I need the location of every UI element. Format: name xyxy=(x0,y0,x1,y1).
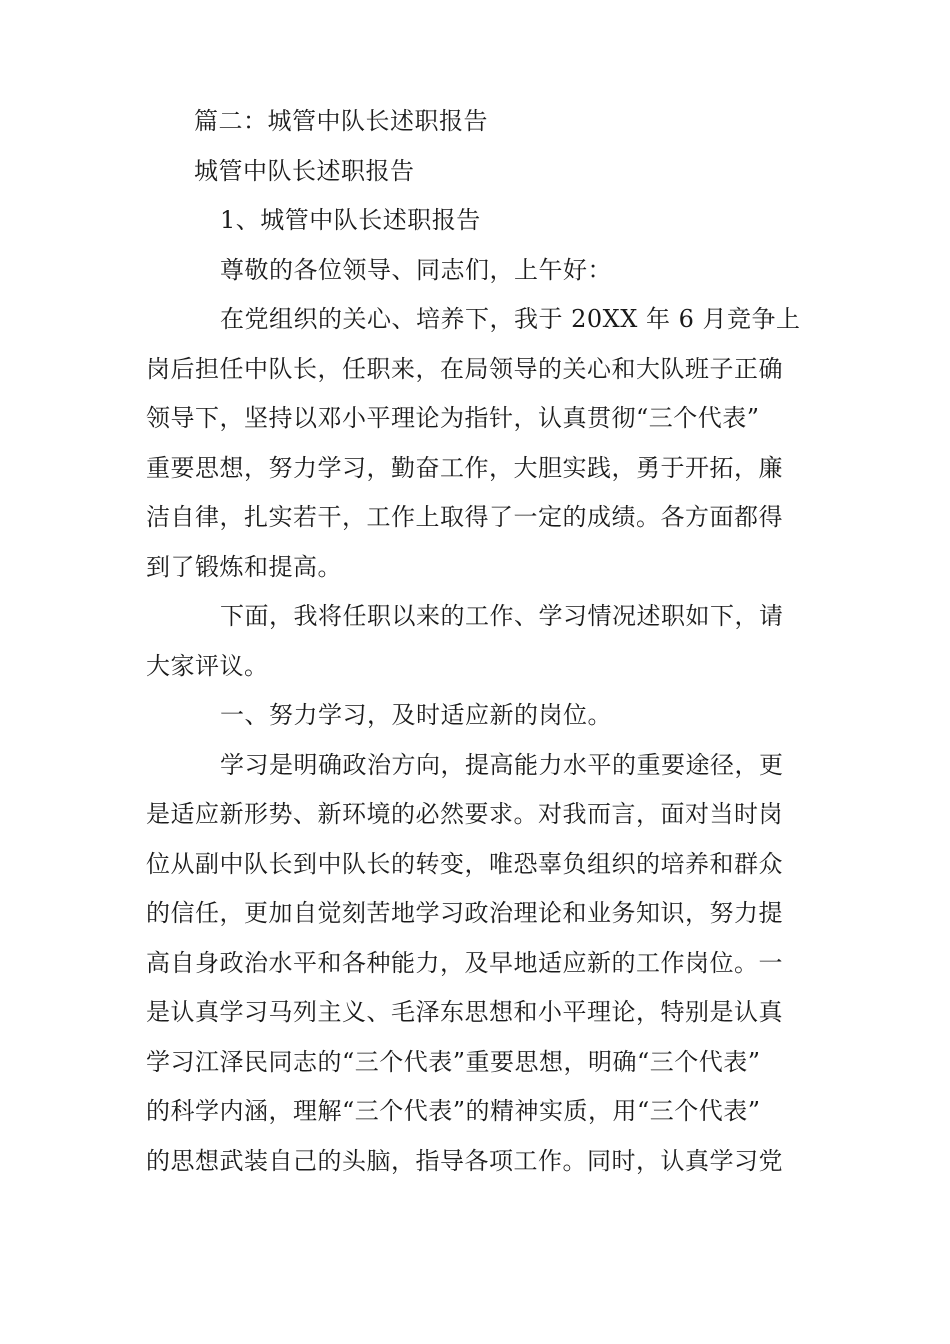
paragraph-line: 位从副中队长到中队长的转变，唯恐辜负组织的培养和群众 xyxy=(146,849,783,878)
paragraph-line: 重要思想，努力学习，勤奋工作，大胆实践，勇于开拓，廉 xyxy=(146,453,783,482)
header-line: 篇二：城管中队长述职报告 xyxy=(194,107,488,135)
paragraph-line: 是适应新形势、新环境的必然要求。对我而言，面对当时岗 xyxy=(146,800,783,828)
document-body xyxy=(146,97,816,1186)
paragraph-line: 在党组织的关心、培养下，我于 20XX 年 6 月竞争上 xyxy=(220,305,801,333)
paragraph-line: 的思想武装自己的头脑，指导各项工作。同时，认真学习党 xyxy=(146,1146,783,1175)
subsection-heading: 一、努力学习，及时适应新的岗位。 xyxy=(220,701,612,729)
paragraph-line: 领导下，坚持以邓小平理论为指针，认真贯彻“三个代表” xyxy=(146,404,760,432)
section-title: 1、城管中队长述职报告 xyxy=(220,206,481,234)
paragraph-line: 到了锻炼和提高。 xyxy=(146,552,342,581)
paragraph-line: 下面，我将任职以来的工作、学习情况述职如下，请 xyxy=(220,602,784,630)
paragraph-line: 的信任，更加自觉刻苦地学习政治理论和业务知识，努力提 xyxy=(146,899,783,927)
paragraph-line: 是认真学习马列主义、毛泽东思想和小平理论，特别是认真 xyxy=(146,998,783,1026)
paragraph-line: 的科学内涵，理解“三个代表”的精神实质，用“三个代表” xyxy=(146,1097,761,1125)
paragraph-line: 高自身政治水平和各种能力，及早地适应新的工作岗位。一 xyxy=(146,948,783,977)
paragraph-line: 大家评议。 xyxy=(146,651,269,680)
salutation: 尊敬的各位领导、同志们，上午好： xyxy=(220,255,612,284)
document-title: 城管中队长述职报告 xyxy=(194,156,415,185)
paragraph-line: 学习是明确政治方向，提高能力水平的重要途径，更 xyxy=(220,750,784,779)
paragraph-line: 学习江泽民同志的“三个代表”重要思想，明确“三个代表” xyxy=(146,1047,761,1076)
paragraph-line: 岗后担任中队长，任职来，在局领导的关心和大队班子正确 xyxy=(146,354,783,383)
paragraph-line: 洁自律，扎实若干，工作上取得了一定的成绩。各方面都得 xyxy=(146,503,783,531)
